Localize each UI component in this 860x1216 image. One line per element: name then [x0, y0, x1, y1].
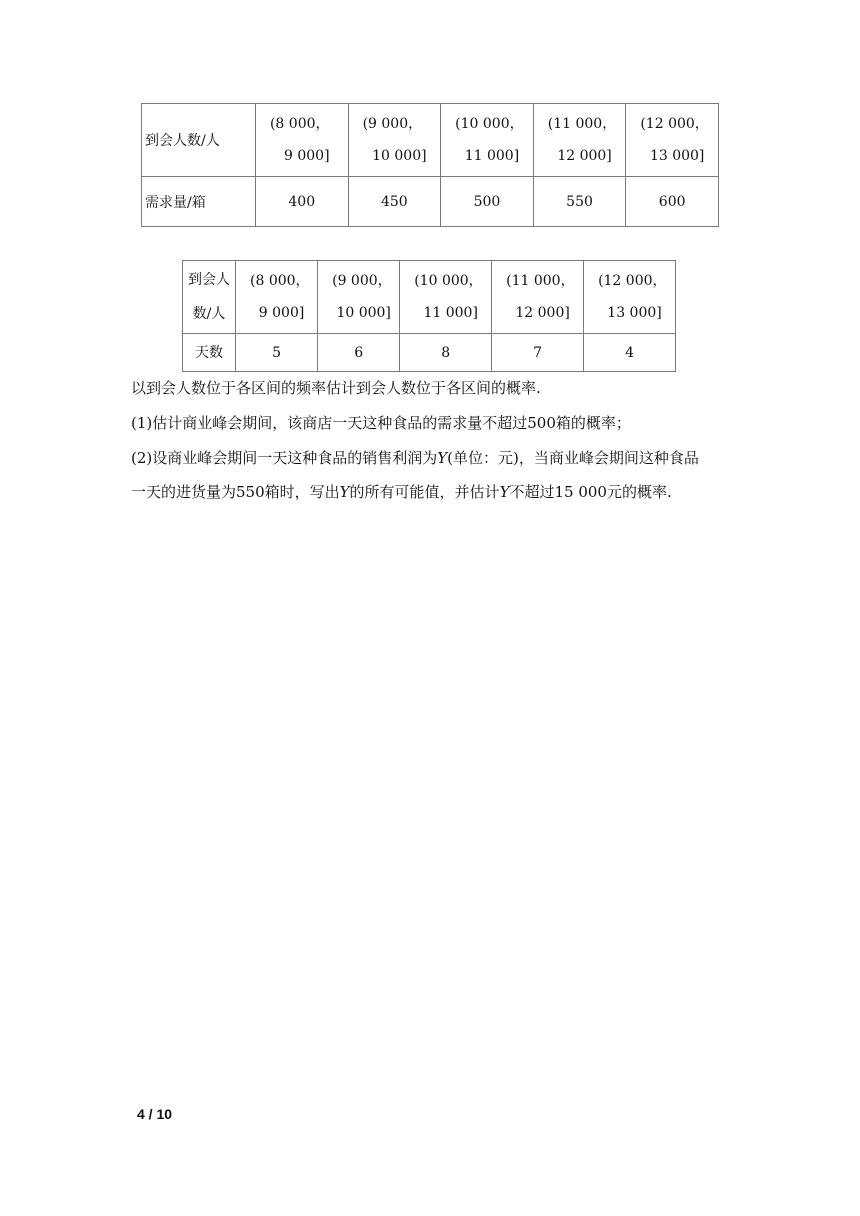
days-table — [182, 260, 676, 372]
question-2-line-2: 一天的进货量为550箱时，写出Y的所有可能值，并估计Y不超过15 000元的概率. — [131, 483, 672, 501]
table-row-label: 天数 — [183, 334, 236, 372]
value-cell: 450 — [348, 177, 441, 227]
question-1: (1)估计商业峰会期间，该商店一天这种食品的需求量不超过500箱的概率； — [131, 414, 631, 432]
range-cell: (9 000， 10 000] — [348, 104, 441, 177]
table-header-cell: 到会人数/人 — [142, 104, 256, 177]
table-row-label: 需求量/箱 — [142, 177, 256, 227]
paragraph-intro: 以到会人数位于各区间的频率估计到会人数位于各区间的概率. — [131, 379, 541, 397]
value-cell: 500 — [441, 177, 534, 227]
value-cell: 8 — [400, 334, 492, 372]
table-row — [142, 177, 719, 227]
table-header-cell: 到会人 数/人 — [183, 261, 236, 334]
range-cell: (12 000， 13 000] — [626, 104, 719, 177]
value-cell: 600 — [626, 177, 719, 227]
range-cell: (8 000， 9 000] — [255, 104, 348, 177]
value-cell: 6 — [318, 334, 400, 372]
value-cell: 550 — [533, 177, 626, 227]
question-2-line-1: (2)设商业峰会期间一天这种食品的销售利润为Y(单位：元)，当商业峰会期间这种食品 — [131, 449, 699, 467]
value-cell: 5 — [236, 334, 318, 372]
value-cell: 400 — [255, 177, 348, 227]
range-cell: (10 000， 11 000] — [441, 104, 534, 177]
range-cell: (9 000， 10 000] — [318, 261, 400, 334]
page-number: 4 / 10 — [137, 1106, 173, 1122]
range-cell: (11 000， 12 000] — [533, 104, 626, 177]
variable-y: Y — [437, 449, 448, 467]
table-row — [183, 261, 676, 334]
table-row — [183, 334, 676, 372]
range-cell: (12 000， 13 000] — [584, 261, 676, 334]
demand-table — [141, 103, 719, 227]
value-cell: 4 — [584, 334, 676, 372]
range-cell: (11 000， 12 000] — [492, 261, 584, 334]
range-cell: (8 000， 9 000] — [236, 261, 318, 334]
range-cell: (10 000， 11 000] — [400, 261, 492, 334]
table-row — [142, 104, 719, 177]
variable-y: Y — [499, 483, 510, 501]
variable-y: Y — [339, 483, 350, 501]
value-cell: 7 — [492, 334, 584, 372]
